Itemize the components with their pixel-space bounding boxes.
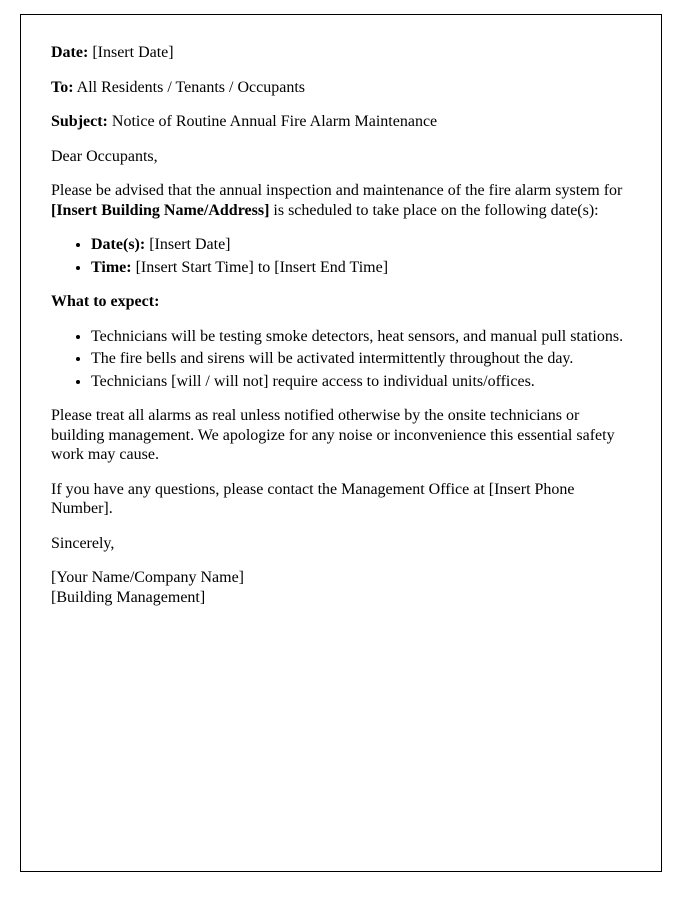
- signature-name: [Your Name/Company Name]: [51, 569, 245, 587]
- subject-value: Notice of Routine Annual Fire Alarm Maintenance: [111, 113, 438, 131]
- to-label: To:: [51, 78, 74, 96]
- subject-label: Subject:: [51, 113, 108, 131]
- schedule-date-value: [Insert Date]: [149, 236, 231, 254]
- schedule-time-label: Time:: [91, 258, 132, 276]
- expect-heading: What to expect:: [51, 293, 160, 311]
- salutation: Dear Occupants,: [51, 147, 158, 165]
- schedule-bullet-list: [51, 235, 631, 277]
- intro-text-after: is scheduled to take place on the following date(s):: [273, 201, 599, 219]
- expect-bullet-list: [51, 327, 631, 392]
- date-label: Date:: [51, 44, 89, 61]
- schedule-date-label: Date(s):: [91, 236, 146, 254]
- signature-title: [Building Management]: [51, 588, 206, 606]
- intro-text-before: Please be advised that the annual inspection and maintenance of the fire alarm system for: [51, 182, 623, 200]
- expect-bullet-3: • Technicians [will / will not] require access to individual units/offices.: [91, 372, 631, 392]
- intro-building-placeholder: [Insert Building Name/Address]: [51, 201, 270, 219]
- alarms-paragraph: Please treat all alarms as real unless notified otherwise by the onsite technicians or building management. We apologize for any noise or inconvenience this essential safety work may cause.: [51, 407, 615, 464]
- questions-paragraph: If you have any questions, please contact the Management Office at [Insert Phone Number].: [51, 480, 575, 518]
- schedule-bullet-date: [91, 235, 631, 255]
- date-line: [51, 43, 631, 63]
- letter-page: [20, 14, 662, 872]
- expect-bullet-1: • Technicians will be testing smoke detectors, heat sensors, and manual pull stations.: [91, 327, 631, 347]
- closing: Sincerely,: [51, 534, 115, 552]
- schedule-time-value: [Insert Start Time] to [Insert End Time]: [135, 258, 389, 276]
- intro-paragraph: [51, 181, 631, 220]
- subject-line: [51, 112, 631, 132]
- expect-bullet-2: • The fire bells and sirens will be activated intermittently throughout the day.: [91, 349, 631, 369]
- date-value: [Insert Date]: [92, 44, 174, 61]
- to-value: All Residents / Tenants / Occupants: [76, 78, 305, 96]
- to-line: [51, 78, 631, 98]
- schedule-bullet-time: [91, 258, 631, 278]
